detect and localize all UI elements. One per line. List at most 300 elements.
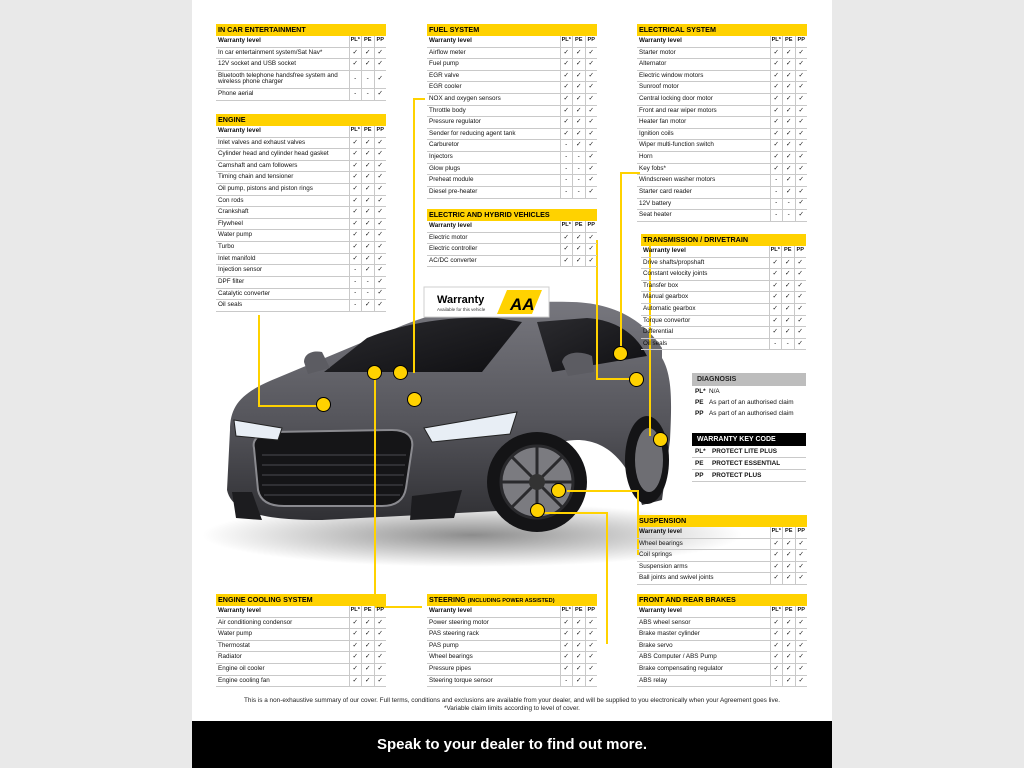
table-transmission: [641, 234, 806, 350]
check-icon: ✓: [572, 117, 585, 128]
check-icon: ✓: [781, 292, 794, 303]
check-icon: ✓: [572, 629, 585, 640]
column-header: PL*: [560, 221, 573, 232]
check-icon: ✓: [349, 242, 362, 253]
check-icon: ✓: [560, 652, 573, 663]
table-row: [641, 281, 806, 293]
row-label: Coil springs: [639, 551, 672, 559]
check-icon: ✓: [585, 676, 598, 687]
row-label: In car entertainment system/Sat Nav*: [218, 48, 323, 56]
hotspot-electric-hybrid[interactable]: [629, 372, 644, 387]
table-row: [637, 152, 807, 164]
check-icon: ✓: [560, 129, 573, 140]
dash-icon: -: [572, 152, 585, 163]
check-icon: ✓: [585, 244, 598, 255]
check-icon: ✓: [361, 207, 374, 218]
table-row: [216, 618, 386, 630]
table-title: TRANSMISSION / DRIVETRAIN: [641, 234, 806, 246]
check-icon: ✓: [361, 149, 374, 160]
dash-icon: -: [781, 339, 794, 350]
check-icon: ✓: [572, 94, 585, 105]
table-row: [427, 676, 597, 688]
check-icon: ✓: [795, 664, 808, 675]
table-title: STEERING (INCLUDING POWER ASSISTED): [427, 594, 597, 606]
table-row: [637, 48, 807, 60]
table-row: [216, 59, 386, 71]
row-label: Electric motor: [429, 233, 468, 241]
check-icon: ✓: [795, 82, 808, 93]
check-icon: ✓: [560, 94, 573, 105]
check-icon: ✓: [361, 172, 374, 183]
check-icon: ✓: [560, 233, 573, 244]
column-header: PL*: [349, 606, 362, 617]
row-label: Constant velocity joints: [643, 270, 708, 278]
table-row: [216, 242, 386, 254]
check-icon: ✓: [560, 48, 573, 59]
table-title: ENGINE COOLING SYSTEM: [216, 594, 386, 606]
table-title: SUSPENSION: [637, 515, 807, 527]
table-electric-hybrid: [427, 209, 597, 267]
column-header: PL*: [769, 246, 782, 257]
check-icon: ✓: [349, 676, 362, 687]
leader-line: [606, 512, 608, 644]
table-row: [427, 233, 597, 245]
row-label: Con rods: [218, 196, 244, 204]
check-icon: ✓: [374, 219, 387, 230]
row-label: Camshaft and cam followers: [218, 161, 298, 169]
row-label: Sunroof motor: [639, 83, 679, 91]
row-label: Wheel bearings: [429, 653, 473, 661]
table-row: [427, 187, 597, 199]
column-header: PE: [782, 606, 795, 617]
diagnosis-row: PL* N/A: [695, 388, 720, 395]
check-icon: ✓: [782, 641, 795, 652]
row-label: Turbo: [218, 243, 235, 251]
check-icon: ✓: [794, 316, 807, 327]
dash-icon: -: [782, 210, 795, 221]
table-row: [637, 573, 807, 585]
check-icon: ✓: [374, 242, 387, 253]
check-icon: ✓: [374, 89, 387, 100]
row-label: Suspension arms: [639, 562, 688, 570]
table-row: [427, 59, 597, 71]
hotspot-steering-brakes[interactable]: [530, 503, 545, 518]
row-label: Transfer box: [643, 281, 679, 289]
row-label: Cylinder head and cylinder head gasket: [218, 150, 329, 158]
table-row: [427, 152, 597, 164]
check-icon: ✓: [795, 140, 808, 151]
table-row: [216, 652, 386, 664]
check-icon: ✓: [770, 82, 783, 93]
check-icon: ✓: [795, 641, 808, 652]
check-icon: ✓: [795, 618, 808, 629]
table-row: [216, 149, 386, 161]
check-icon: ✓: [782, 164, 795, 175]
warranty-sheet: [192, 0, 832, 768]
column-header: PP: [374, 606, 387, 617]
check-icon: ✓: [572, 641, 585, 652]
table-row: [427, 629, 597, 641]
check-icon: ✓: [795, 629, 808, 640]
check-icon: ✓: [361, 652, 374, 663]
check-icon: ✓: [794, 339, 807, 350]
check-icon: ✓: [782, 82, 795, 93]
dash-icon: -: [770, 175, 783, 186]
row-label: Diesel pre-heater: [429, 187, 478, 195]
row-label: Wiper multi-function switch: [639, 141, 714, 149]
row-label: Water pump: [218, 231, 253, 239]
check-icon: ✓: [572, 106, 585, 117]
check-icon: ✓: [782, 152, 795, 163]
table-row: [637, 550, 807, 562]
check-icon: ✓: [770, 48, 783, 59]
check-icon: ✓: [585, 106, 598, 117]
row-label: Air conditioning condensor: [218, 618, 293, 626]
check-icon: ✓: [585, 256, 598, 267]
table-row: [641, 339, 806, 351]
column-header: PL*: [349, 36, 362, 47]
check-icon: ✓: [374, 652, 387, 663]
leader-line: [258, 405, 322, 407]
row-label: Alternator: [639, 60, 667, 68]
check-icon: ✓: [374, 207, 387, 218]
table-row: [427, 244, 597, 256]
check-icon: ✓: [361, 219, 374, 230]
dash-icon: -: [349, 89, 362, 100]
check-icon: ✓: [782, 562, 795, 573]
row-label: Glow plugs: [429, 164, 461, 172]
check-icon: ✓: [585, 618, 598, 629]
table-row: [216, 219, 386, 231]
check-icon: ✓: [349, 207, 362, 218]
check-icon: ✓: [374, 161, 387, 172]
row-label: Starter card reader: [639, 187, 692, 195]
check-icon: ✓: [794, 327, 807, 338]
check-icon: ✓: [349, 149, 362, 160]
column-header: PE: [781, 246, 794, 257]
table-row: [216, 641, 386, 653]
check-icon: ✓: [795, 187, 808, 198]
check-icon: ✓: [782, 652, 795, 663]
table-row: [637, 187, 807, 199]
table-row: [427, 164, 597, 176]
table-row: [216, 277, 386, 289]
check-icon: ✓: [585, 664, 598, 675]
column-header: PL*: [770, 36, 783, 47]
check-icon: ✓: [585, 94, 598, 105]
check-icon: ✓: [770, 152, 783, 163]
check-icon: ✓: [349, 664, 362, 675]
check-icon: ✓: [770, 106, 783, 117]
row-label: PAS steering rack: [429, 630, 479, 638]
table-title: IN CAR ENTERTAINMENT: [216, 24, 386, 36]
dash-icon: -: [361, 89, 374, 100]
row-label: Thermostat: [218, 641, 250, 649]
row-label: Pressure regulator: [429, 118, 481, 126]
check-icon: ✓: [795, 106, 808, 117]
check-icon: ✓: [795, 117, 808, 128]
dash-icon: -: [361, 277, 374, 288]
check-icon: ✓: [585, 140, 598, 151]
table-row: [637, 164, 807, 176]
check-icon: ✓: [560, 59, 573, 70]
dash-icon: -: [770, 187, 783, 198]
check-icon: ✓: [781, 316, 794, 327]
dash-icon: -: [572, 164, 585, 175]
check-icon: ✓: [794, 269, 807, 280]
check-icon: ✓: [795, 59, 808, 70]
check-icon: ✓: [349, 48, 362, 59]
check-icon: ✓: [349, 196, 362, 207]
check-icon: ✓: [374, 48, 387, 59]
check-icon: ✓: [585, 175, 598, 186]
table-row: [216, 230, 386, 242]
hotspot-in-car[interactable]: [393, 365, 408, 380]
column-header: PL*: [349, 126, 362, 137]
row-label: Manual gearbox: [643, 293, 689, 301]
hotspot-electrical[interactable]: [613, 346, 628, 361]
dash-icon: -: [560, 187, 573, 198]
dash-icon: -: [349, 71, 362, 88]
leader-line: [544, 512, 606, 514]
hotspot-transmission[interactable]: [653, 432, 668, 447]
check-icon: ✓: [770, 59, 783, 70]
check-icon: ✓: [782, 539, 795, 550]
check-icon: ✓: [795, 210, 808, 221]
check-icon: ✓: [795, 48, 808, 59]
check-icon: ✓: [572, 256, 585, 267]
check-icon: ✓: [374, 149, 387, 160]
cta-bar: [192, 721, 832, 768]
row-label: Fuel pump: [429, 60, 459, 68]
table-row: [637, 106, 807, 118]
table-row: [216, 254, 386, 266]
column-header: PL*: [560, 36, 573, 47]
table-row: [637, 59, 807, 71]
row-label: Heater fan motor: [639, 118, 687, 126]
check-icon: ✓: [374, 138, 387, 149]
table-title: FRONT AND REAR BRAKES: [637, 594, 807, 606]
row-label: ABS relay: [639, 676, 667, 684]
row-label: AC/DC converter: [429, 256, 477, 264]
hotspot-engine[interactable]: [316, 397, 331, 412]
table-header-row: Warranty level PL* PE PP: [641, 246, 806, 258]
row-label: Airflow meter: [429, 48, 466, 56]
table-row: [427, 618, 597, 630]
row-label: Seat heater: [639, 211, 672, 219]
table-row: [216, 300, 386, 312]
row-label: Brake compensating regulator: [639, 665, 724, 673]
check-icon: ✓: [781, 258, 794, 269]
row-label: Central locking door motor: [639, 95, 713, 103]
check-icon: ✓: [585, 129, 598, 140]
check-icon: ✓: [374, 664, 387, 675]
hotspot-suspension[interactable]: [551, 483, 566, 498]
column-header: PP: [585, 36, 598, 47]
table-title: ENGINE: [216, 114, 386, 126]
check-icon: ✓: [374, 289, 387, 300]
row-label: Oil seals: [643, 339, 668, 347]
check-icon: ✓: [560, 244, 573, 255]
table-row: [637, 629, 807, 641]
check-icon: ✓: [572, 71, 585, 82]
check-icon: ✓: [795, 199, 808, 210]
table-row: [216, 89, 386, 101]
row-label: Wheel bearings: [639, 539, 683, 547]
check-icon: ✓: [781, 327, 794, 338]
table-row: [216, 207, 386, 219]
check-icon: ✓: [572, 676, 585, 687]
table-row: [427, 664, 597, 676]
cta-text: Speak to your dealer to find out more.: [376, 736, 648, 753]
row-label: Starter motor: [639, 48, 676, 56]
dash-icon: -: [782, 199, 795, 210]
table-row: [427, 94, 597, 106]
check-icon: ✓: [572, 59, 585, 70]
check-icon: ✓: [349, 161, 362, 172]
check-icon: ✓: [349, 184, 362, 195]
check-icon: ✓: [361, 641, 374, 652]
table-row: [216, 289, 386, 301]
table-row: [216, 676, 386, 688]
table-row: [216, 184, 386, 196]
check-icon: ✓: [374, 265, 387, 276]
check-icon: ✓: [374, 254, 387, 265]
table-row: [637, 562, 807, 574]
check-icon: ✓: [585, 117, 598, 128]
check-icon: ✓: [794, 258, 807, 269]
check-icon: ✓: [770, 573, 783, 584]
dash-icon: -: [349, 300, 362, 311]
check-icon: ✓: [794, 304, 807, 315]
row-label: Injectors: [429, 153, 453, 161]
row-label: Windscreen washer motors: [639, 176, 716, 184]
check-icon: ✓: [374, 230, 387, 241]
check-icon: ✓: [361, 59, 374, 70]
check-icon: ✓: [349, 172, 362, 183]
diagnosis-row: PE As part of an authorised claim: [695, 399, 794, 407]
check-icon: ✓: [349, 641, 362, 652]
dash-icon: -: [349, 289, 362, 300]
table-row: [641, 316, 806, 328]
sign-title: Warranty: [437, 294, 485, 306]
aa-logo: AA: [510, 295, 535, 314]
table-row: [637, 94, 807, 106]
check-icon: ✓: [361, 242, 374, 253]
row-label: Automatic gearbox: [643, 305, 696, 313]
row-label: Electric controller: [429, 245, 478, 253]
check-icon: ✓: [585, 164, 598, 175]
check-icon: ✓: [361, 161, 374, 172]
table-row: [427, 256, 597, 268]
check-icon: ✓: [361, 618, 374, 629]
row-label: Ball joints and swivel joints: [639, 574, 714, 582]
diagnosis-title: DIAGNOSIS: [692, 373, 806, 386]
check-icon: ✓: [794, 292, 807, 303]
check-icon: ✓: [361, 629, 374, 640]
row-label: Radiator: [218, 653, 242, 661]
row-label: Front and rear wiper motors: [639, 106, 717, 114]
check-icon: ✓: [795, 573, 808, 584]
table-row: [637, 82, 807, 94]
table-row: [216, 48, 386, 60]
table-row: [637, 129, 807, 141]
check-icon: ✓: [572, 82, 585, 93]
check-icon: ✓: [361, 138, 374, 149]
table-row: [216, 172, 386, 184]
table-header-row: Warranty level PL* PE PP: [216, 606, 386, 618]
row-label: Horn: [639, 153, 653, 161]
table-row: [641, 327, 806, 339]
column-header: PE: [361, 606, 374, 617]
row-label: Electric window motors: [639, 71, 704, 79]
check-icon: ✓: [795, 152, 808, 163]
check-icon: ✓: [781, 304, 794, 315]
check-icon: ✓: [374, 641, 387, 652]
table-in-car: [216, 24, 386, 101]
check-icon: ✓: [560, 629, 573, 640]
row-label: Phone aerial: [218, 90, 254, 98]
check-icon: ✓: [585, 641, 598, 652]
dash-icon: -: [572, 187, 585, 198]
check-icon: ✓: [769, 269, 782, 280]
check-icon: ✓: [374, 629, 387, 640]
warranty-key-code: [692, 433, 806, 482]
row-label: Drive shafts/propshaft: [643, 258, 705, 266]
check-icon: ✓: [795, 94, 808, 105]
table-row: [427, 82, 597, 94]
table-row: [427, 175, 597, 187]
table-row: [637, 210, 807, 222]
check-icon: ✓: [349, 652, 362, 663]
check-icon: ✓: [585, 152, 598, 163]
check-icon: ✓: [782, 140, 795, 151]
check-icon: ✓: [795, 562, 808, 573]
check-icon: ✓: [374, 300, 387, 311]
check-icon: ✓: [560, 641, 573, 652]
table-row: [637, 664, 807, 676]
row-label: Catalytic converter: [218, 289, 271, 297]
table-row: [427, 140, 597, 152]
check-icon: ✓: [349, 629, 362, 640]
check-icon: ✓: [361, 196, 374, 207]
dash-icon: -: [560, 152, 573, 163]
hotspot-cooling[interactable]: [367, 365, 382, 380]
table-row: [216, 161, 386, 173]
column-header: PE: [361, 36, 374, 47]
dash-icon: -: [560, 175, 573, 186]
column-header: PP: [374, 126, 387, 137]
check-icon: ✓: [782, 94, 795, 105]
check-icon: ✓: [585, 48, 598, 59]
leader-line: [413, 98, 425, 100]
hotspot-fuel[interactable]: [407, 392, 422, 407]
dash-icon: -: [560, 164, 573, 175]
row-label: ABS wheel sensor: [639, 618, 691, 626]
check-icon: ✓: [585, 233, 598, 244]
table-row: [427, 641, 597, 653]
check-icon: ✓: [781, 269, 794, 280]
table-row: [216, 664, 386, 676]
table-electrical: [637, 24, 807, 222]
table-suspension: [637, 515, 807, 585]
row-label: EGR valve: [429, 71, 460, 79]
table-steering: [427, 594, 597, 687]
leader-line: [258, 315, 260, 407]
table-row: [427, 48, 597, 60]
check-icon: ✓: [770, 117, 783, 128]
table-row: [427, 129, 597, 141]
